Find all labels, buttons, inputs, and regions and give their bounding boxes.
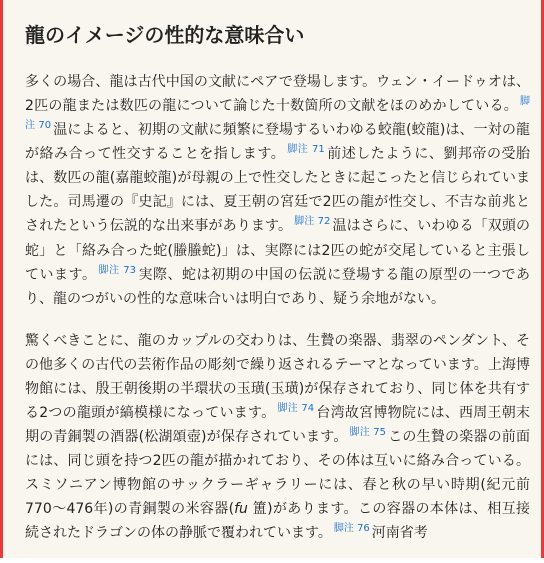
paragraph-text: 驚くべきことに、龍のカップルの交わりは、生贄の楽器、翡翠のペンダント、その他多くの古代の芸術作品の彫刻で繰り返されるテーマとなっています。上海博物館には、殷王朝後期の半環状の玉璜(玉璜)が保存されており、同じ体を共有する2つの龍頭が縞模様になっています。 bbox=[25, 332, 530, 422]
paragraph-text: 河南省考 bbox=[371, 525, 428, 542]
paragraph bbox=[25, 70, 530, 311]
footnote-link[interactable]: 脚注 72 bbox=[294, 216, 331, 228]
footnote-link[interactable]: 脚注 76 bbox=[333, 523, 370, 535]
paragraph-text: 温はさらに、いわゆる「双頭の蛇」と「絡み合った蛇(螣螣蛇)」は、実際には2匹の蛇が交尾していると主張しています。 bbox=[25, 218, 531, 283]
section-heading: 龍のイメージの性的な意味合い bbox=[25, 23, 305, 47]
footnote-link[interactable]: 脚注 70 bbox=[25, 96, 530, 132]
italic-text: fu bbox=[234, 501, 248, 518]
article-body bbox=[25, 70, 530, 545]
footnote-link[interactable]: 脚注 75 bbox=[349, 427, 387, 439]
paragraph-text: 実際、蛇は初期の中国の伝説に登場する龍の原型の一つであり、龍のつがいの性的な意味合いは明白であり、疑う余地がない。 bbox=[25, 266, 530, 307]
paragraph bbox=[25, 329, 530, 546]
paragraph-text: この生贄の楽器の前面には、同じ頭を持つ2匹の龍が描かれており、その体は互いに絡み合っている。スミソニアン博物館のサックラーギャラリーには、春と秋の早い時期(紀元前770～476年)の青銅製の米容器( bbox=[25, 429, 530, 518]
paragraph-text: 多くの場合、龍は古代中国の文献にペアで登場します。ウェン・イードゥオは、2匹の龍または数匹の龍について論じた十数箇所の文献をほのめかしている。 bbox=[25, 74, 530, 115]
paragraph-text: 温によると、初期の文献に頻繁に登場するいわゆる蛟龍(蛟龍)は、一対の龍が絡み合って性交することを指します。 bbox=[25, 122, 531, 163]
paragraph-text: 台湾故宮博物院には、西周王朝末期の青銅製の酒器(松湖頌壺)が保存されています。 bbox=[25, 405, 530, 446]
footnote-link[interactable]: 脚注 74 bbox=[277, 403, 315, 415]
paragraph-text: 簠)があります。この容器の本体は、相互接続されたドラゴンの体の静脈で覆われています。 bbox=[25, 501, 530, 542]
footnote-link[interactable]: 脚注 73 bbox=[98, 264, 136, 276]
footnote-link[interactable]: 脚注 71 bbox=[287, 144, 325, 156]
paragraph-text: 前述したように、劉邦帝の受胎は、数匹の龍(嘉龍蛟龍)が母親の上で性交したときに起こったと信じられていました。司馬遷の『史記』には、夏王朝の宮廷で2匹の龍が性交し、不吉な前兆とされたという伝説的な出来事があります。 bbox=[25, 146, 530, 235]
article-content bbox=[25, 22, 530, 563]
